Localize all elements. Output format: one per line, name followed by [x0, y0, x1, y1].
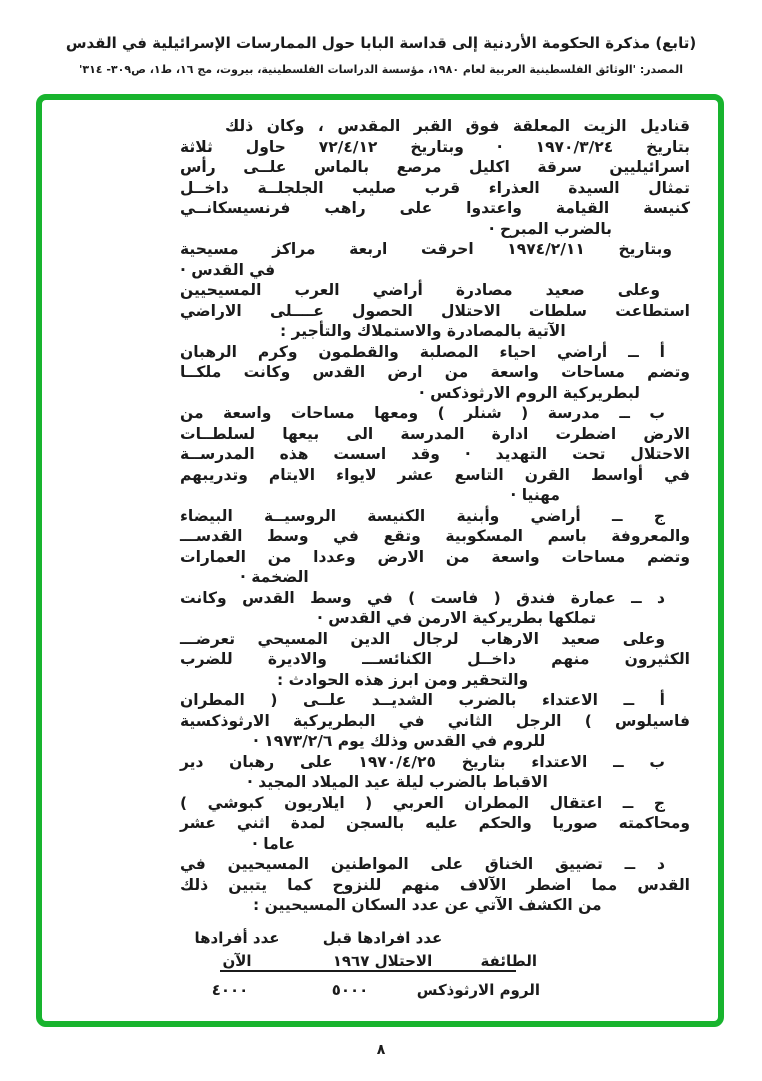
- text-line: الكثيرون منهم داخــل الكنائســـ والاديرة للضرب: [180, 650, 690, 668]
- text-line: من الكشف الآتي عن عدد السكان المسيحيين :: [253, 896, 602, 914]
- text-line: د ــ عمارة فندق ( فاست ) في وسط القدس وكانت: [180, 588, 665, 607]
- table-row-community: الروم الارثوذكس: [416, 981, 540, 999]
- table-header-count-now-line2: الآن: [222, 952, 252, 970]
- text-line: استطاعت سلطات الاحتلال الحصول عــــلى الاراضي: [180, 301, 690, 320]
- text-line: في القدس ·: [180, 260, 276, 279]
- text-line: كنيسة القيامة واعتدوا على راهب فرنسيسكانــي: [180, 199, 690, 217]
- text-line: قناديل الزيت المعلقة فوق القبر المقدس ، وكان ذلك: [225, 117, 690, 135]
- text-line: الارض اضطرت ادارة المدرسة الى بيعها لسلطــات: [180, 424, 690, 443]
- text-line: د ــ تضييق الخناق على المواطنين المسيحيين في: [180, 855, 665, 873]
- text-line: الاحتلال تحت التهديد · وقد اسست هذه المدرســة: [180, 445, 690, 463]
- text-line: والتحقير ومن ابرز هذه الحوادث :: [277, 670, 529, 689]
- text-line: ب ــ مدرسة ( شنلر ) ومعها مساحات واسعة من: [180, 404, 665, 422]
- text-line: أ ــ الاعتداء بالضرب الشديــد علــى ( المطران: [180, 691, 665, 709]
- body-text-column: [180, 116, 690, 916]
- document-source-citation: المصدر: 'الوثائق الفلسطينية العربية لعام ١٩٨٠، مؤسسة الدراسات الفلسطينية، بيروت، مج ١٦، ط١، ص٣٠٩- ٣١٤': [78, 63, 684, 76]
- christian-population-table: [170, 926, 550, 1010]
- text-line: فاسيلوس ) الرجل الثاني في البطريركية الارثوذكسية: [180, 711, 690, 730]
- text-line: الآتية بالمصادرة والاستملاك والتأجير :: [280, 322, 566, 340]
- text-line: وعلى صعيد الارهاب لرجال الدين المسيحي تعرضـــ: [180, 629, 665, 648]
- table-header-count-before-line2: الاحتلال ١٩٦٧: [332, 952, 433, 970]
- text-line: أ ــ أراضي احياء المصلبة والقطمون وكرم الرهبان: [180, 342, 665, 361]
- text-line: عاما ·: [252, 834, 296, 853]
- text-line: وبتاريخ ١٩٧٤/٢/١١ احرقت اربعة مراكز مسيحية: [180, 240, 672, 258]
- text-line: مهنيا ·: [510, 486, 560, 504]
- table-row-count-before: ٥٠٠٠: [331, 981, 369, 999]
- text-line: بتاريخ ١٩٧٠/٣/٢٤ · وبتاريخ ٧٢/٤/١٢ حاول ثلاثة: [180, 137, 690, 156]
- text-line: وعلى صعيد مصادرة أراضي العرب المسيحيين: [180, 281, 660, 299]
- text-line: بالضرب المبرح ·: [488, 219, 612, 238]
- text-line: ب ــ الاعتداء بتاريخ ١٩٧٠/٤/٢٥ على رهبان دير: [180, 752, 666, 771]
- text-line: اسرائيليين سرقة اكليل مرصع بالماس علــى رأس: [180, 158, 690, 176]
- text-line: لبطريركية الروم الارثوذكس ·: [418, 383, 640, 402]
- table-header-count-before-line1: عدد افرادها قبل: [322, 929, 443, 947]
- text-line: والمعروفة باسم المسكوبية وتقع في وسط القدســـ: [180, 527, 690, 545]
- text-line: ومحاكمته صوريا والحكم عليه بالسجن لمدة اثني عشر: [180, 814, 690, 832]
- text-line: تمثال السيدة العذراء قرب صليب الجلجلــة داخــل: [180, 178, 690, 197]
- text-line: وتضم مساحات واسعة من الارض وعددا من العمارات: [180, 547, 690, 566]
- table-header-community: الطائفة: [480, 952, 537, 970]
- text-line: القدس مما اضطر الآلاف منهم للنزوح كما يتبين ذلك: [180, 875, 690, 894]
- table-header-count-now-line1: عدد أفرادها: [194, 929, 280, 947]
- text-line: وتضم مساحات واسعة من ارض القدس وكانت ملكــا: [180, 363, 690, 381]
- table-row-count-now: ٤٠٠٠: [211, 981, 249, 999]
- text-line: الضخمة ·: [240, 568, 309, 586]
- text-line: الاقباط بالضرب ليلة عيد الميلاد المجيد ·: [247, 773, 548, 791]
- text-line: في أواسط القرن التاسع عشر لايواء الايتام وتدريبهم: [180, 465, 690, 484]
- text-line: للروم في القدس وذلك يوم ١٩٧٣/٢/٦ ·: [253, 732, 546, 750]
- text-line: ج ــ اعتقال المطران العربي ( ايلاريون كبوشي ): [180, 793, 665, 812]
- document-title: (تابع) مذكرة الحكومة الأردنية إلى قداسة البابا حول الممارسات الإسرائيلية في القدس: [65, 34, 697, 52]
- page-number: ٨: [376, 1042, 386, 1058]
- table-header-rule: [220, 970, 516, 972]
- text-line: تملكها بطريركية الارمن في القدس ·: [317, 609, 597, 627]
- text-line: ج ــ أراضي وأبنية الكنيسة الروسيــة البيضاء: [180, 506, 665, 525]
